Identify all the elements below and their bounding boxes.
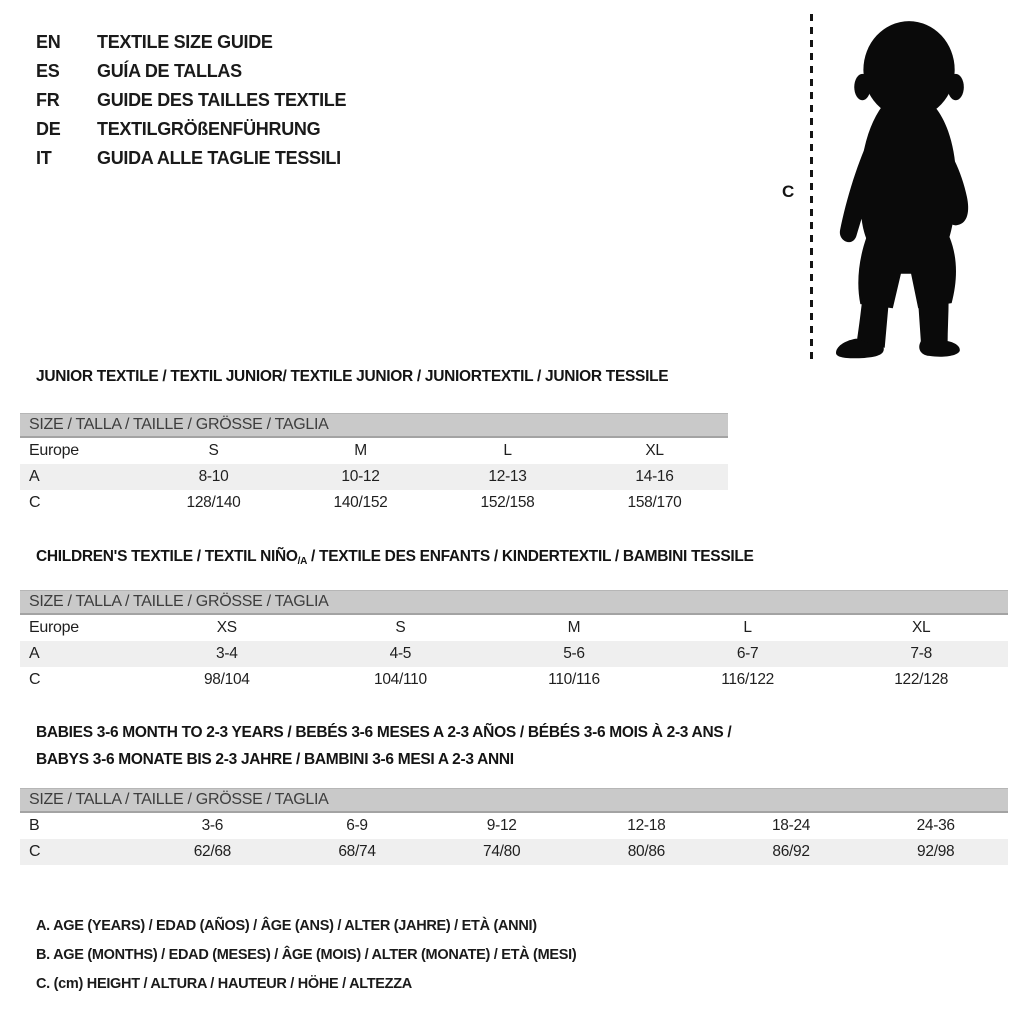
table-row-europe: [20, 438, 728, 464]
size-table-header: SIZE / TALLA / TAILLE / GRÖSSE / TAGLIA: [20, 788, 1008, 813]
size-cell: L: [743, 619, 752, 636]
language-label: GUIDE DES TAILLES TEXTILE: [97, 90, 347, 110]
row-label: A: [29, 645, 40, 662]
age-cell: 6-9: [346, 817, 368, 834]
age-cell: 14-16: [635, 468, 674, 485]
row-label: Europe: [29, 442, 79, 459]
row-label: B: [29, 817, 40, 834]
age-cell: 10-12: [341, 468, 380, 485]
babies-size-table: [20, 788, 1008, 865]
language-row-en: [36, 28, 346, 57]
height-cell: 140/152: [333, 494, 388, 511]
height-cell: 128/140: [186, 494, 241, 511]
size-cell: M: [354, 442, 367, 459]
legend-item-a: A. AGE (YEARS) / EDAD (AÑOS) / ÂGE (ANS) / ALTER (JAHRE) / ETÀ (ANNI): [36, 918, 537, 934]
language-code: FR: [36, 90, 60, 110]
size-cell: M: [567, 619, 581, 636]
toddler-silhouette-icon: [818, 12, 994, 362]
height-cell: 74/80: [483, 843, 521, 860]
age-cell: 3-6: [201, 817, 224, 834]
language-code: DE: [36, 119, 61, 139]
language-label: GUÍA DE TALLAS: [97, 61, 242, 81]
height-cell: 68/74: [338, 843, 376, 860]
height-cell: 116/122: [721, 671, 774, 688]
junior-size-table: [20, 413, 728, 516]
age-cell: 3-4: [216, 645, 238, 662]
height-cell: 104/110: [374, 671, 427, 688]
row-label: A: [29, 468, 40, 485]
size-cell: XL: [911, 619, 931, 636]
age-cell: 8-10: [198, 468, 229, 485]
table-row-height: [20, 667, 1008, 693]
size-cell: L: [503, 442, 512, 459]
children-section-title: [36, 548, 754, 567]
children-title-subscript: /A: [297, 556, 308, 567]
babies-title-line2: BABYS 3-6 MONATE BIS 2-3 JAHRE / BAMBINI 3-6 MESI A 2-3 ANNI: [36, 751, 514, 768]
size-cell: XL: [645, 442, 664, 459]
height-cell: 98/104: [203, 671, 250, 688]
children-size-table: [20, 590, 1008, 693]
row-label: C: [29, 843, 41, 860]
legend: [36, 912, 576, 999]
language-label: GUIDA ALLE TAGLIE TESSILI: [97, 148, 341, 168]
babies-title-line1: BABIES 3-6 MONTH TO 2-3 YEARS / BEBÉS 3-6 MESES A 2-3 AÑOS / BÉBÉS 3-6 MOIS À 2-3 ANS /: [36, 724, 732, 741]
age-cell: 9-12: [486, 817, 517, 834]
language-row-es: [36, 57, 346, 86]
age-cell: 18-24: [771, 817, 811, 834]
size-cell: XS: [216, 619, 237, 636]
size-table-header: SIZE / TALLA / TAILLE / GRÖSSE / TAGLIA: [20, 590, 1008, 615]
language-row-fr: [36, 86, 346, 115]
size-table-header: SIZE / TALLA / TAILLE / GRÖSSE / TAGLIA: [20, 413, 728, 438]
row-label: C: [29, 494, 41, 511]
language-code: EN: [36, 32, 61, 52]
height-cell: 86/92: [772, 843, 810, 860]
height-cell: 158/170: [627, 494, 682, 511]
age-cell: 6-7: [736, 645, 759, 662]
legend-item-b: B. AGE (MONTHS) / EDAD (MESES) / ÂGE (MOIS) / ALTER (MONATE) / ETÀ (MESI): [36, 947, 577, 963]
height-dotted-line: [810, 14, 813, 359]
language-row-de: [36, 115, 346, 144]
language-code: IT: [36, 148, 52, 168]
height-measure-label: C: [782, 182, 794, 201]
table-row-age: [20, 641, 1008, 667]
children-title-rest: / TEXTILE DES ENFANTS / KINDERTEXTIL / BAMBINI TESSILE: [307, 548, 754, 565]
size-cell: S: [208, 442, 219, 459]
height-cell: 110/116: [548, 671, 600, 688]
height-cell: 152/158: [480, 494, 535, 511]
table-row-height: [20, 839, 1008, 865]
junior-section-title: JUNIOR TEXTILE / TEXTIL JUNIOR/ TEXTILE JUNIOR / JUNIORTEXTIL / JUNIOR TESSILE: [36, 368, 669, 385]
height-cell: 80/86: [627, 843, 665, 860]
size-cell: S: [395, 619, 406, 636]
table-row-age: [20, 464, 728, 490]
language-label: TEXTILGRÖßENFÜHRUNG: [97, 119, 321, 139]
height-cell: 92/98: [917, 843, 955, 860]
language-list: [36, 28, 346, 173]
babies-section-title: [36, 719, 731, 773]
row-label: C: [29, 671, 41, 688]
language-code: ES: [36, 61, 60, 81]
age-cell: 12-18: [627, 817, 666, 834]
height-cell: 62/68: [193, 843, 231, 860]
age-cell: 4-5: [389, 645, 412, 662]
legend-item-c: C. (cm) HEIGHT / ALTURA / HAUTEUR / HÖHE / ALTEZZA: [36, 976, 412, 992]
children-title-main: CHILDREN'S TEXTILE / TEXTIL NIÑO: [36, 548, 298, 565]
table-row-europe: [20, 615, 1008, 641]
age-cell: 7-8: [910, 645, 932, 662]
age-cell: 24-36: [916, 817, 955, 834]
language-label: TEXTILE SIZE GUIDE: [97, 32, 273, 52]
height-cell: 122/128: [894, 671, 949, 688]
age-cell: 12-13: [488, 468, 527, 485]
table-row-height: [20, 490, 728, 516]
row-label: Europe: [29, 619, 79, 636]
language-row-it: [36, 144, 346, 173]
table-row-age-months: [20, 813, 1008, 839]
age-cell: 5-6: [563, 645, 585, 662]
